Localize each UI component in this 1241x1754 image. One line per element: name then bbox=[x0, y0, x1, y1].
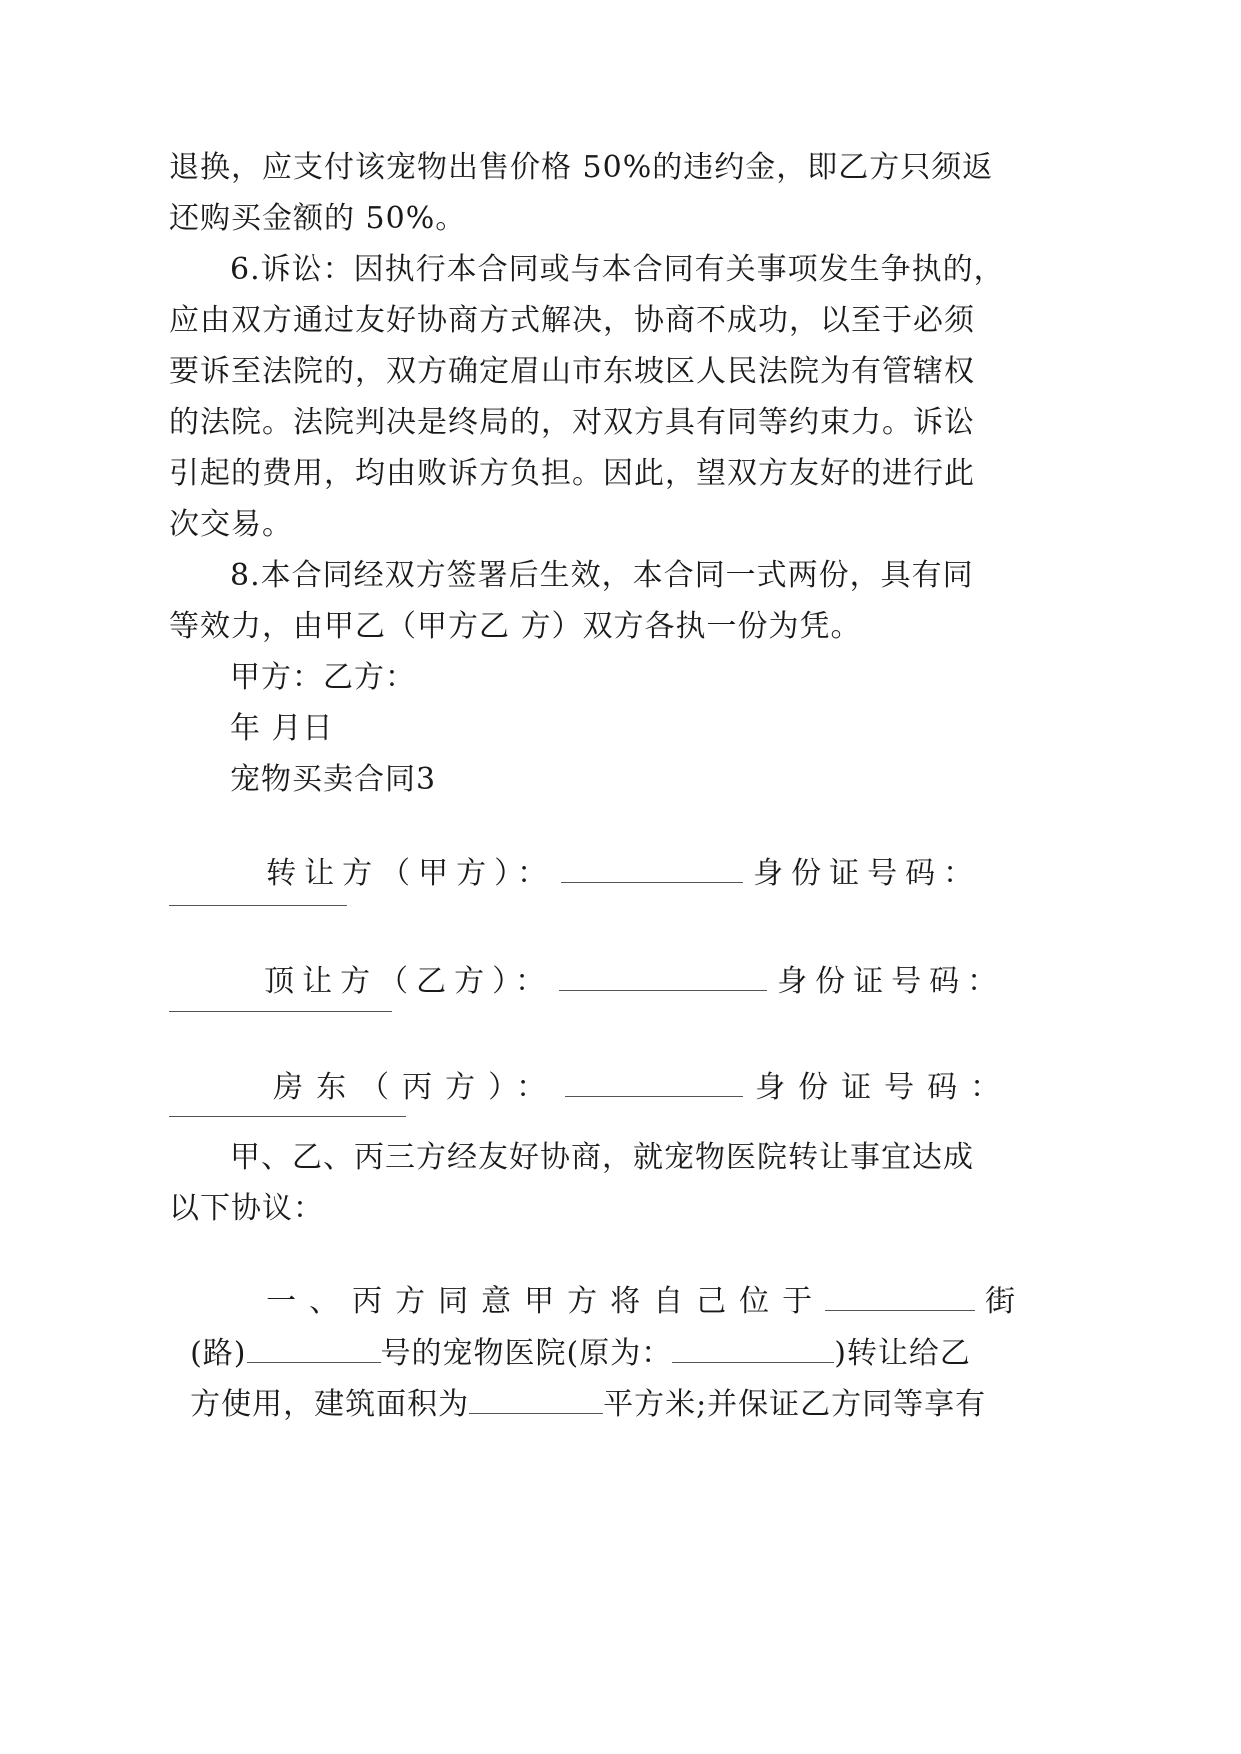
area-blank bbox=[469, 1387, 603, 1414]
landlord-line bbox=[252, 1028, 1013, 1108]
transferee-id-label: 身份证号码： bbox=[777, 964, 1006, 999]
date-line: 年 月日 bbox=[230, 711, 334, 746]
para-line: 退换，应支付该宠物出售价格 50%的违约金，即乙方只须返 bbox=[169, 150, 994, 185]
transferor-id-label: 身份证号码： bbox=[753, 856, 982, 891]
para-line: 次交易。 bbox=[169, 507, 293, 542]
landlord-label: 房东（丙方）： bbox=[273, 1070, 560, 1105]
clause-line bbox=[169, 1345, 986, 1425]
section-heading: 宠物买卖合同3 bbox=[230, 762, 437, 797]
landlord-id-blank bbox=[169, 1116, 406, 1117]
para-line: 应由双方通过友好协商方式解决，协商不成功，以至于必须 bbox=[169, 303, 975, 338]
transferor-label: 转让方（甲方）： bbox=[266, 856, 556, 891]
para-line: 8.本合同经双方签署后生效，本合同一式两份，具有同 bbox=[230, 558, 974, 593]
clause-text: 一、丙方同意甲方将自己位于 bbox=[266, 1284, 826, 1319]
transferor-line bbox=[245, 814, 981, 894]
transferee-line bbox=[243, 922, 1005, 1002]
clause-text: 号的宠物医院(原为： bbox=[380, 1336, 673, 1371]
clause-text: 方使用，建筑面积为 bbox=[190, 1387, 470, 1422]
para-line: 6.诉讼：因执行本合同或与本合同有关事项发生争执的， bbox=[230, 252, 1005, 287]
para-line: 甲、乙、丙三方经友好协商，就宠物医院转让事宜达成 bbox=[230, 1140, 974, 1175]
para-line: 引起的费用，均由败诉方负担。因此，望双方友好的进行此 bbox=[169, 456, 975, 491]
para-line: 等效力，由甲乙（甲方乙 方）双方各执一份为凭。 bbox=[169, 609, 862, 644]
para-line: 的法院。法院判决是终局的，对双方具有同等约束力。诉讼 bbox=[169, 405, 975, 440]
landlord-id-label: 身份证号码： bbox=[755, 1070, 1014, 1105]
landlord-blank bbox=[565, 1070, 743, 1097]
signature-line: 甲方：乙方： bbox=[230, 660, 416, 695]
transferee-id-blank bbox=[169, 1011, 392, 1012]
clause-text: 街 bbox=[985, 1284, 1017, 1319]
para-line: 以下协议： bbox=[169, 1191, 324, 1226]
transferee-label: 顶让方（乙方）： bbox=[264, 964, 554, 999]
transferee-blank bbox=[559, 964, 767, 991]
clause-text: )转让给乙 bbox=[834, 1336, 971, 1371]
para-line: 还购买金额的 50%。 bbox=[169, 201, 467, 236]
clause-text: 平方米;并保证乙方同等享有 bbox=[603, 1387, 987, 1422]
para-line: 要诉至法院的，双方确定眉山市东坡区人民法院为有管辖权 bbox=[169, 354, 975, 389]
clause-text: (路) bbox=[190, 1336, 247, 1371]
transferor-blank bbox=[561, 856, 743, 883]
transferor-id-blank bbox=[169, 905, 347, 906]
